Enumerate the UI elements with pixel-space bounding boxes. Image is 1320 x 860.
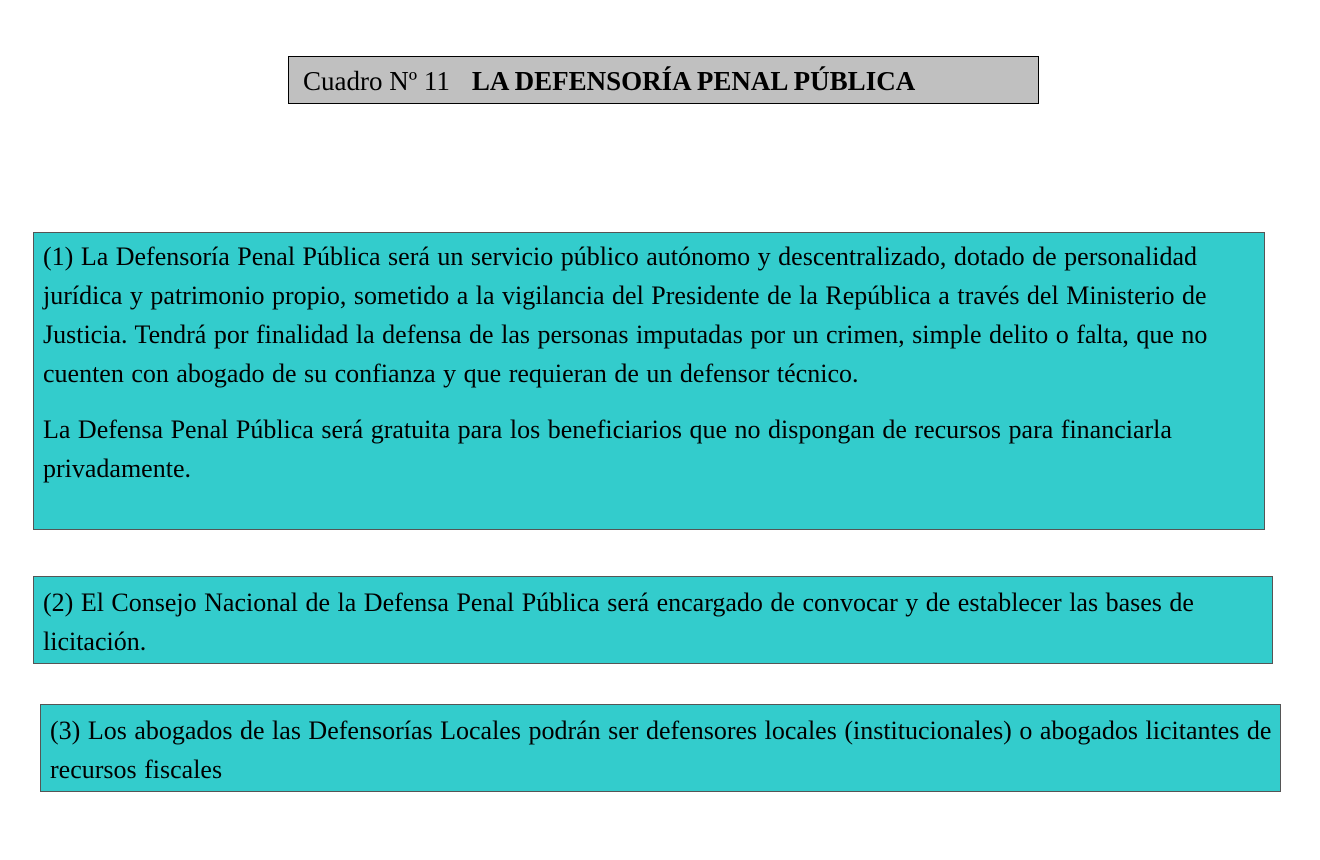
title-box — [288, 56, 1039, 104]
box-defensoria-definition — [33, 232, 1265, 530]
box1-paragraph-1: (1) La Defensoría Penal Pública será un servicio público autónomo y descentralizado, dotado de personalidad jurídica y patrimonio propio, sometido a la vigilancia del Presidente de la República a través del Ministerio de Justicia. Tendrá por finalidad la defensa de las personas imputadas por un crimen, simple delito o falta, que no cuenten con abogado de su confianza y que requieran de un defensor técnico. — [43, 242, 1208, 388]
box-consejo-nacional — [33, 576, 1273, 664]
box1-paragraph-2: La Defensa Penal Pública será gratuita para los beneficiarios que no dispongan de recursos para financiarla privadamente. — [43, 415, 1172, 483]
box2-paragraph-1: (2) El Consejo Nacional de la Defensa Penal Pública será encargado de convocar y de establecer las bases de licitación. — [43, 588, 1194, 656]
box3-paragraph-1: (3) Los abogados de las Defensorías Locales podrán ser defensores locales (institucionales) o abogados licitantes de recursos fiscales — [50, 716, 1272, 784]
title-heading: LA DEFENSORÍA PENAL PÚBLICA — [471, 66, 916, 96]
box-abogados-defensorias — [40, 704, 1281, 792]
title-prefix: Cuadro Nº 11 — [303, 66, 450, 96]
